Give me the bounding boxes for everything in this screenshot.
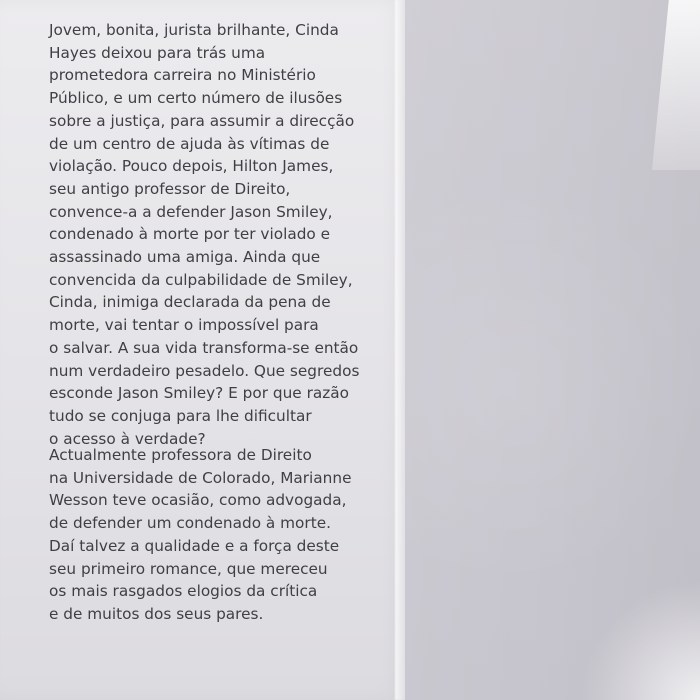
synopsis-paragraph — [49, 19, 374, 450]
text-line: convencida da culpabilidade de Smiley, — [49, 270, 353, 289]
text-line: e de muitos dos seus pares. — [49, 604, 264, 623]
text-line: Hayes deixou para trás uma — [49, 43, 266, 62]
text-line: Cinda, inimiga declarada da pena de — [49, 293, 331, 312]
text-line: convence-a a defender Jason Smiley, — [49, 202, 333, 221]
text-line: esconde Jason Smiley? E por que razão — [49, 384, 350, 403]
text-line: Daí talvez a qualidade e a força deste — [49, 536, 340, 555]
text-line: de defender um condenado à morte. — [49, 514, 331, 533]
text-line: de um centro de ajuda às vítimas de — [49, 134, 330, 153]
text-line: o salvar. A sua vida transforma-se então — [49, 338, 359, 357]
text-line: Wesson teve ocasião, como advogada, — [49, 491, 347, 510]
text-line: assassinado uma amiga. Ainda que — [49, 248, 321, 267]
text-line: sobre a justiça, para assumir a direcção — [49, 111, 355, 130]
text-line: violação. Pouco depois, Hilton James, — [49, 157, 334, 176]
text-line: o acesso à verdade? — [49, 429, 206, 448]
bottom-right-reflection — [580, 580, 700, 700]
text-line: tudo se conjuga para lhe dificultar — [49, 406, 312, 425]
text-line: prometedora carreira no Ministério — [49, 66, 316, 85]
text-line: Público, e um certo número de ilusões — [49, 89, 343, 108]
text-line: na Universidade de Colorado, Marianne — [49, 468, 352, 487]
text-line: Actualmente professora de Direito — [49, 446, 312, 464]
author-bio-paragraph — [49, 444, 374, 626]
text-line: condenado à morte por ter violado e — [49, 225, 331, 244]
text-line: seu antigo professor de Direito, — [49, 179, 291, 198]
text-line: Jovem, bonita, jurista brilhante, Cinda — [49, 21, 339, 39]
text-line: num verdadeiro pesadelo. Que segredos — [49, 361, 360, 380]
text-line: os mais rasgados elogios da crítica — [49, 582, 318, 601]
text-line: seu primeiro romance, que mereceu — [49, 559, 328, 578]
text-line: morte, vai tentar o impossível para — [49, 316, 319, 335]
